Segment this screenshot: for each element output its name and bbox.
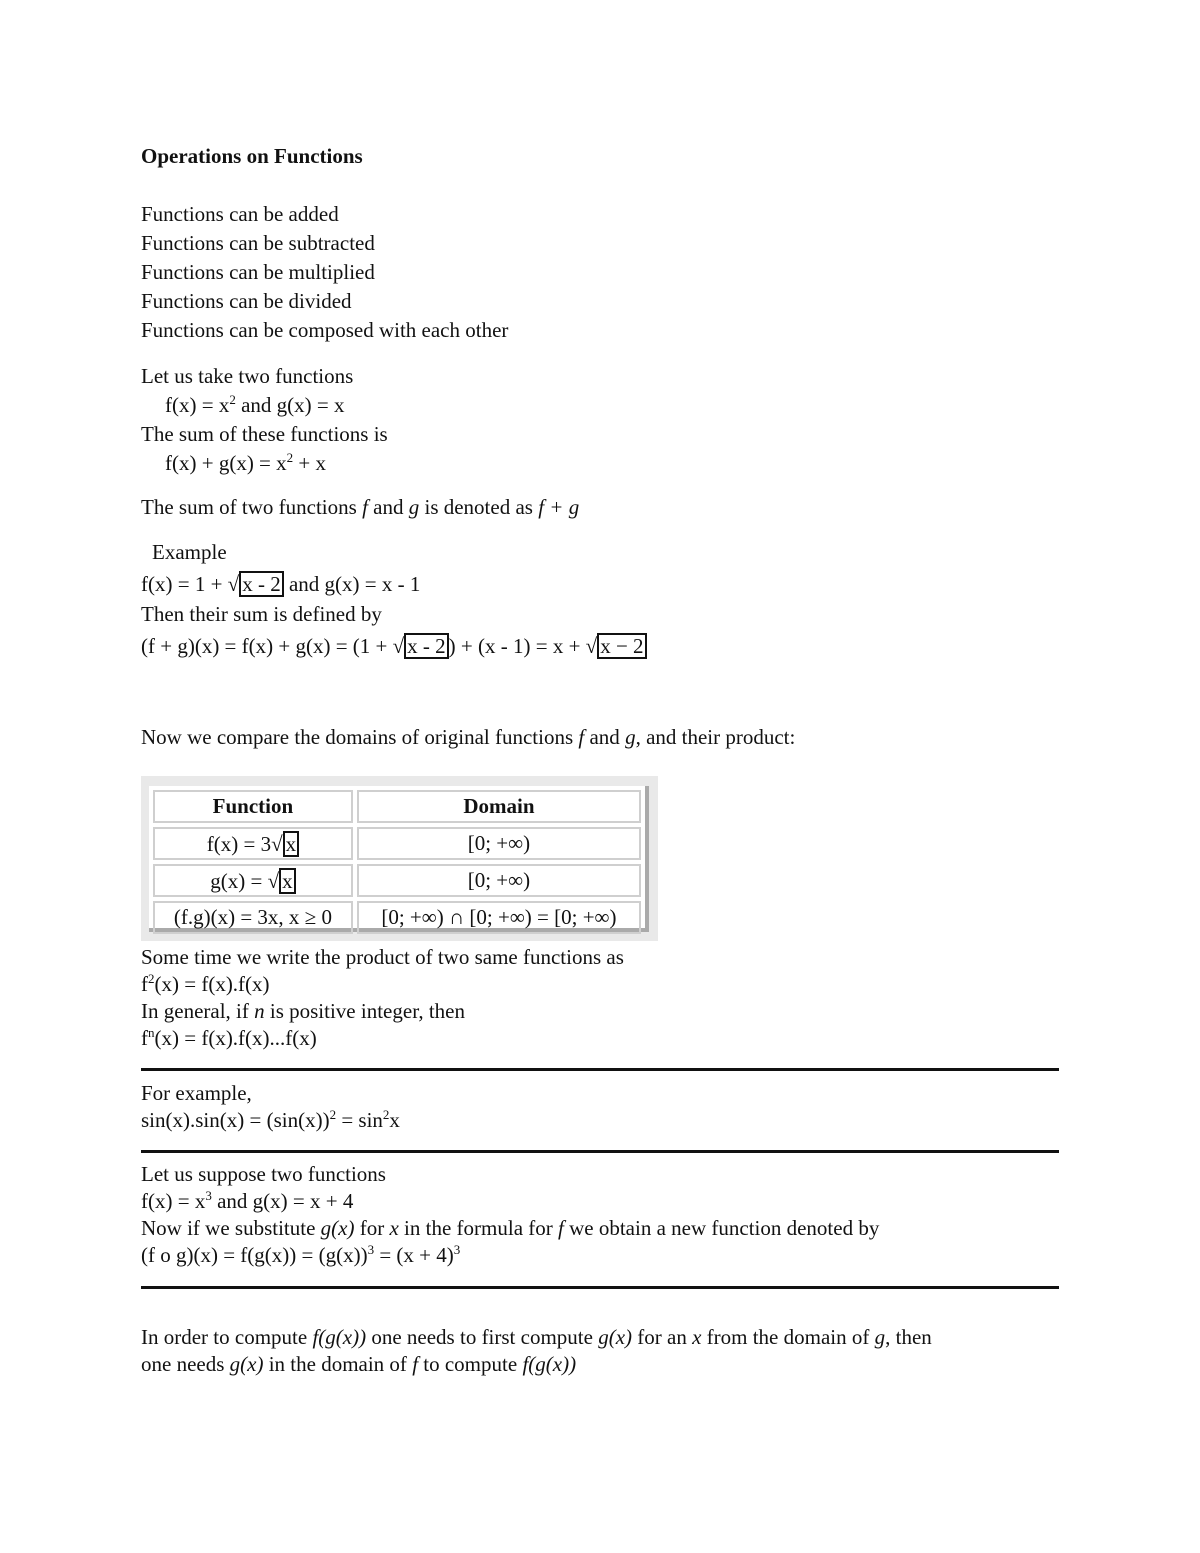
sum-denoted: The sum of two functions f and g is denoted as f + g	[141, 495, 580, 519]
composition-block	[141, 1161, 879, 1269]
cell-domain: [0; +∞) ∩ [0; +∞) = [0; +∞)	[357, 901, 641, 934]
list-item: Functions can be multiplied	[141, 260, 375, 284]
formula-sin: $\sin(x).\sin(x) = (\sin(x))^2 = \sin^2x$	[141, 1107, 400, 1132]
domain-table	[149, 786, 645, 938]
divider	[141, 1068, 1059, 1071]
list-item: Functions can be composed with each other	[141, 318, 509, 342]
intro-take: Let us take two functions	[141, 364, 354, 388]
cell-function: f(x) = 3√ x	[153, 827, 353, 860]
example-then-sum: Then their sum is defined by	[141, 602, 382, 626]
cell-domain: [0; +∞)	[357, 864, 641, 897]
for-example-block	[141, 1080, 400, 1134]
header-domain: Domain	[357, 790, 641, 823]
intro-sum-is: The sum of these functions is	[141, 422, 388, 446]
list-item: Functions can be divided	[141, 289, 352, 313]
cell-domain: [0; +∞)	[357, 827, 641, 860]
composition-subst: Now if we substitute g(x) for x in the formula for f we obtain a new function denoted by	[141, 1216, 880, 1240]
formula-f-cubed: $f(x) = x^3$ and g(x) = x + 4	[141, 1188, 354, 1213]
composition-suppose: Let us suppose two functions	[141, 1162, 386, 1186]
formula-f-n: $f^n(x) = f(x).f(x)...f(x)$	[141, 1025, 317, 1050]
example-formula: f(x) = 1 + √ x - 2 and g(x) = x - 1	[141, 572, 421, 596]
formula-f-squared: $f^2(x) = f(x).f(x)$	[141, 971, 270, 996]
compare-text: Now we compare the domains of original functions f and g, and their product:	[141, 725, 796, 749]
cell-function: (f.g)(x) = 3x, x ≥ 0	[153, 901, 353, 934]
formula-composition: (f o $g)(x) = f(g(x)) = (g(x))^3 = (x + 4)^3$	[141, 1242, 461, 1267]
final-paragraph: In order to compute f(g(x)) one needs to first compute g(x) for an x from the domain of g, then one needs g(x) in the domain of f to compute f(g(x))	[141, 1325, 932, 1376]
domain-table-frame	[141, 776, 658, 941]
for-example-label: For example,	[141, 1081, 252, 1105]
formula-sum: $f(x) + g(x) = x^2 + x$	[165, 450, 326, 475]
list-item: Functions can be added	[141, 202, 339, 226]
product-sometime: Some time we write the product of two same functions as	[141, 945, 624, 969]
table-header-row	[153, 790, 641, 823]
example-sum-formula: (f + g)(x) = f(x) + g(x) = (1 + √ x - 2 ) + (x - 1) = x + √ x − 2	[141, 633, 647, 659]
operations-list	[141, 200, 508, 345]
product-general: In general, if n is positive integer, then	[141, 999, 465, 1023]
example-label: Example	[152, 540, 227, 564]
divider	[141, 1286, 1059, 1289]
list-item: Functions can be subtracted	[141, 231, 375, 255]
domain-table-inner	[149, 786, 649, 932]
header-function: Function	[153, 790, 353, 823]
divider	[141, 1150, 1059, 1153]
table-row	[153, 827, 641, 860]
formula-fg: $f(x) = x^2$ and g(x) = x	[165, 392, 345, 417]
page-title: Operations on Functions	[141, 144, 363, 168]
table-row	[153, 864, 641, 897]
product-block	[141, 944, 624, 1052]
cell-function: g(x) = √ x	[153, 864, 353, 897]
intro-block	[141, 362, 388, 478]
table-row	[153, 901, 641, 934]
